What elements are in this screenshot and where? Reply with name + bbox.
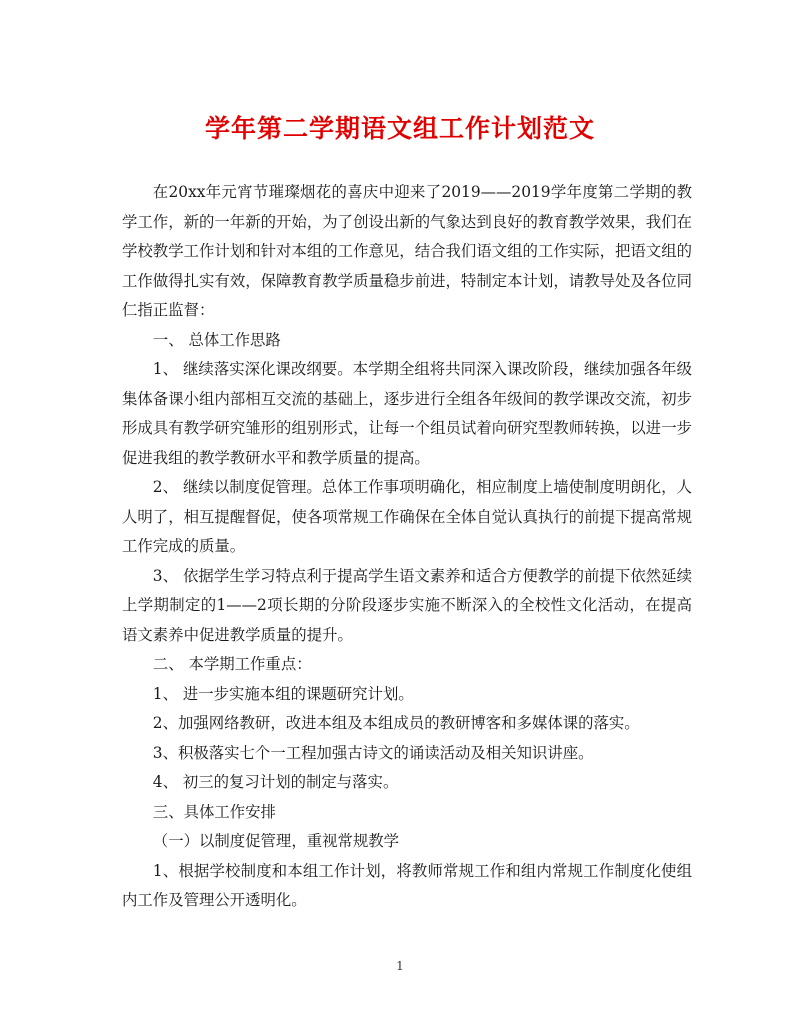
document-body	[122, 178, 692, 916]
list-item: 4、 初三的复习计划的制定与落实。	[152, 773, 399, 791]
paragraph-item: 3、 依据学生学习特点利于提高学生语文素养和适合方便教学的前提下依然延续上学期制定的1——2项长期的分阶段逐步实施不断深入的全校性文化活动，在提高语文素养中促进教学质量的提升。	[122, 566, 692, 644]
paragraph-item: 1、 继续落实深化课改纲要。本学期全组将共同深入课改阶段，继续加强各年级集体备课小组内部相互交流的基础上，逐步进行全组各年级间的教学课改交流，初步形成具有教学研究雏形的组别形式，让每一个组员试着向研究型教师转换，以进一步促进我组的教学教研水平和教学质量的提高。	[122, 360, 692, 467]
subsection-heading: （一）以制度促管理，重视常规教学	[152, 832, 400, 850]
section-heading-3: 三、具体工作安排	[152, 802, 276, 821]
page-number: 1	[396, 959, 404, 973]
paragraph-item: 1、根据学校制度和本组工作计划，将教师常规工作和组内常规工作制度化使组内工作及管理公开透明化。	[122, 861, 692, 909]
list-item: 1、 进一步实施本组的课题研究计划。	[152, 684, 414, 703]
page-title: 学年第二学期语文组工作计划范文	[204, 114, 595, 143]
section-heading-2: 二、 本学期工作重点：	[152, 655, 312, 673]
intro-paragraph: 在20xx年元宵节璀璨烟花的喜庆中迎来了2019——2019学年度第二学期的教学工作，新的一年新的开始，为了创设出新的气象达到良好的教育教学效果，我们在学校教学工作计划和针对本组的工作意见，结合我们语文组的工作实际，把语文组的工作做得扎实有效，保障教育教学质量稳步前进，特制定本计划，请教导处及各位同仁指正监督：	[122, 183, 692, 319]
paragraph-item: 2、 继续以制度促管理。总体工作事项明确化，相应制度上墙使制度明朗化，人人明了，相互提醒督促，使各项常规工作确保在全体自觉认真执行的前提下提高常规工作完成的质量。	[122, 478, 692, 555]
list-item: 3、积极落实七个一工程加强古诗文的诵读活动及相关知识讲座。	[152, 743, 594, 762]
list-item: 2、加强网络教研，改进本组及本组成员的教研博客和多媒体课的落实。	[152, 714, 640, 732]
section-heading-1: 一、 总体工作思路	[152, 330, 281, 349]
